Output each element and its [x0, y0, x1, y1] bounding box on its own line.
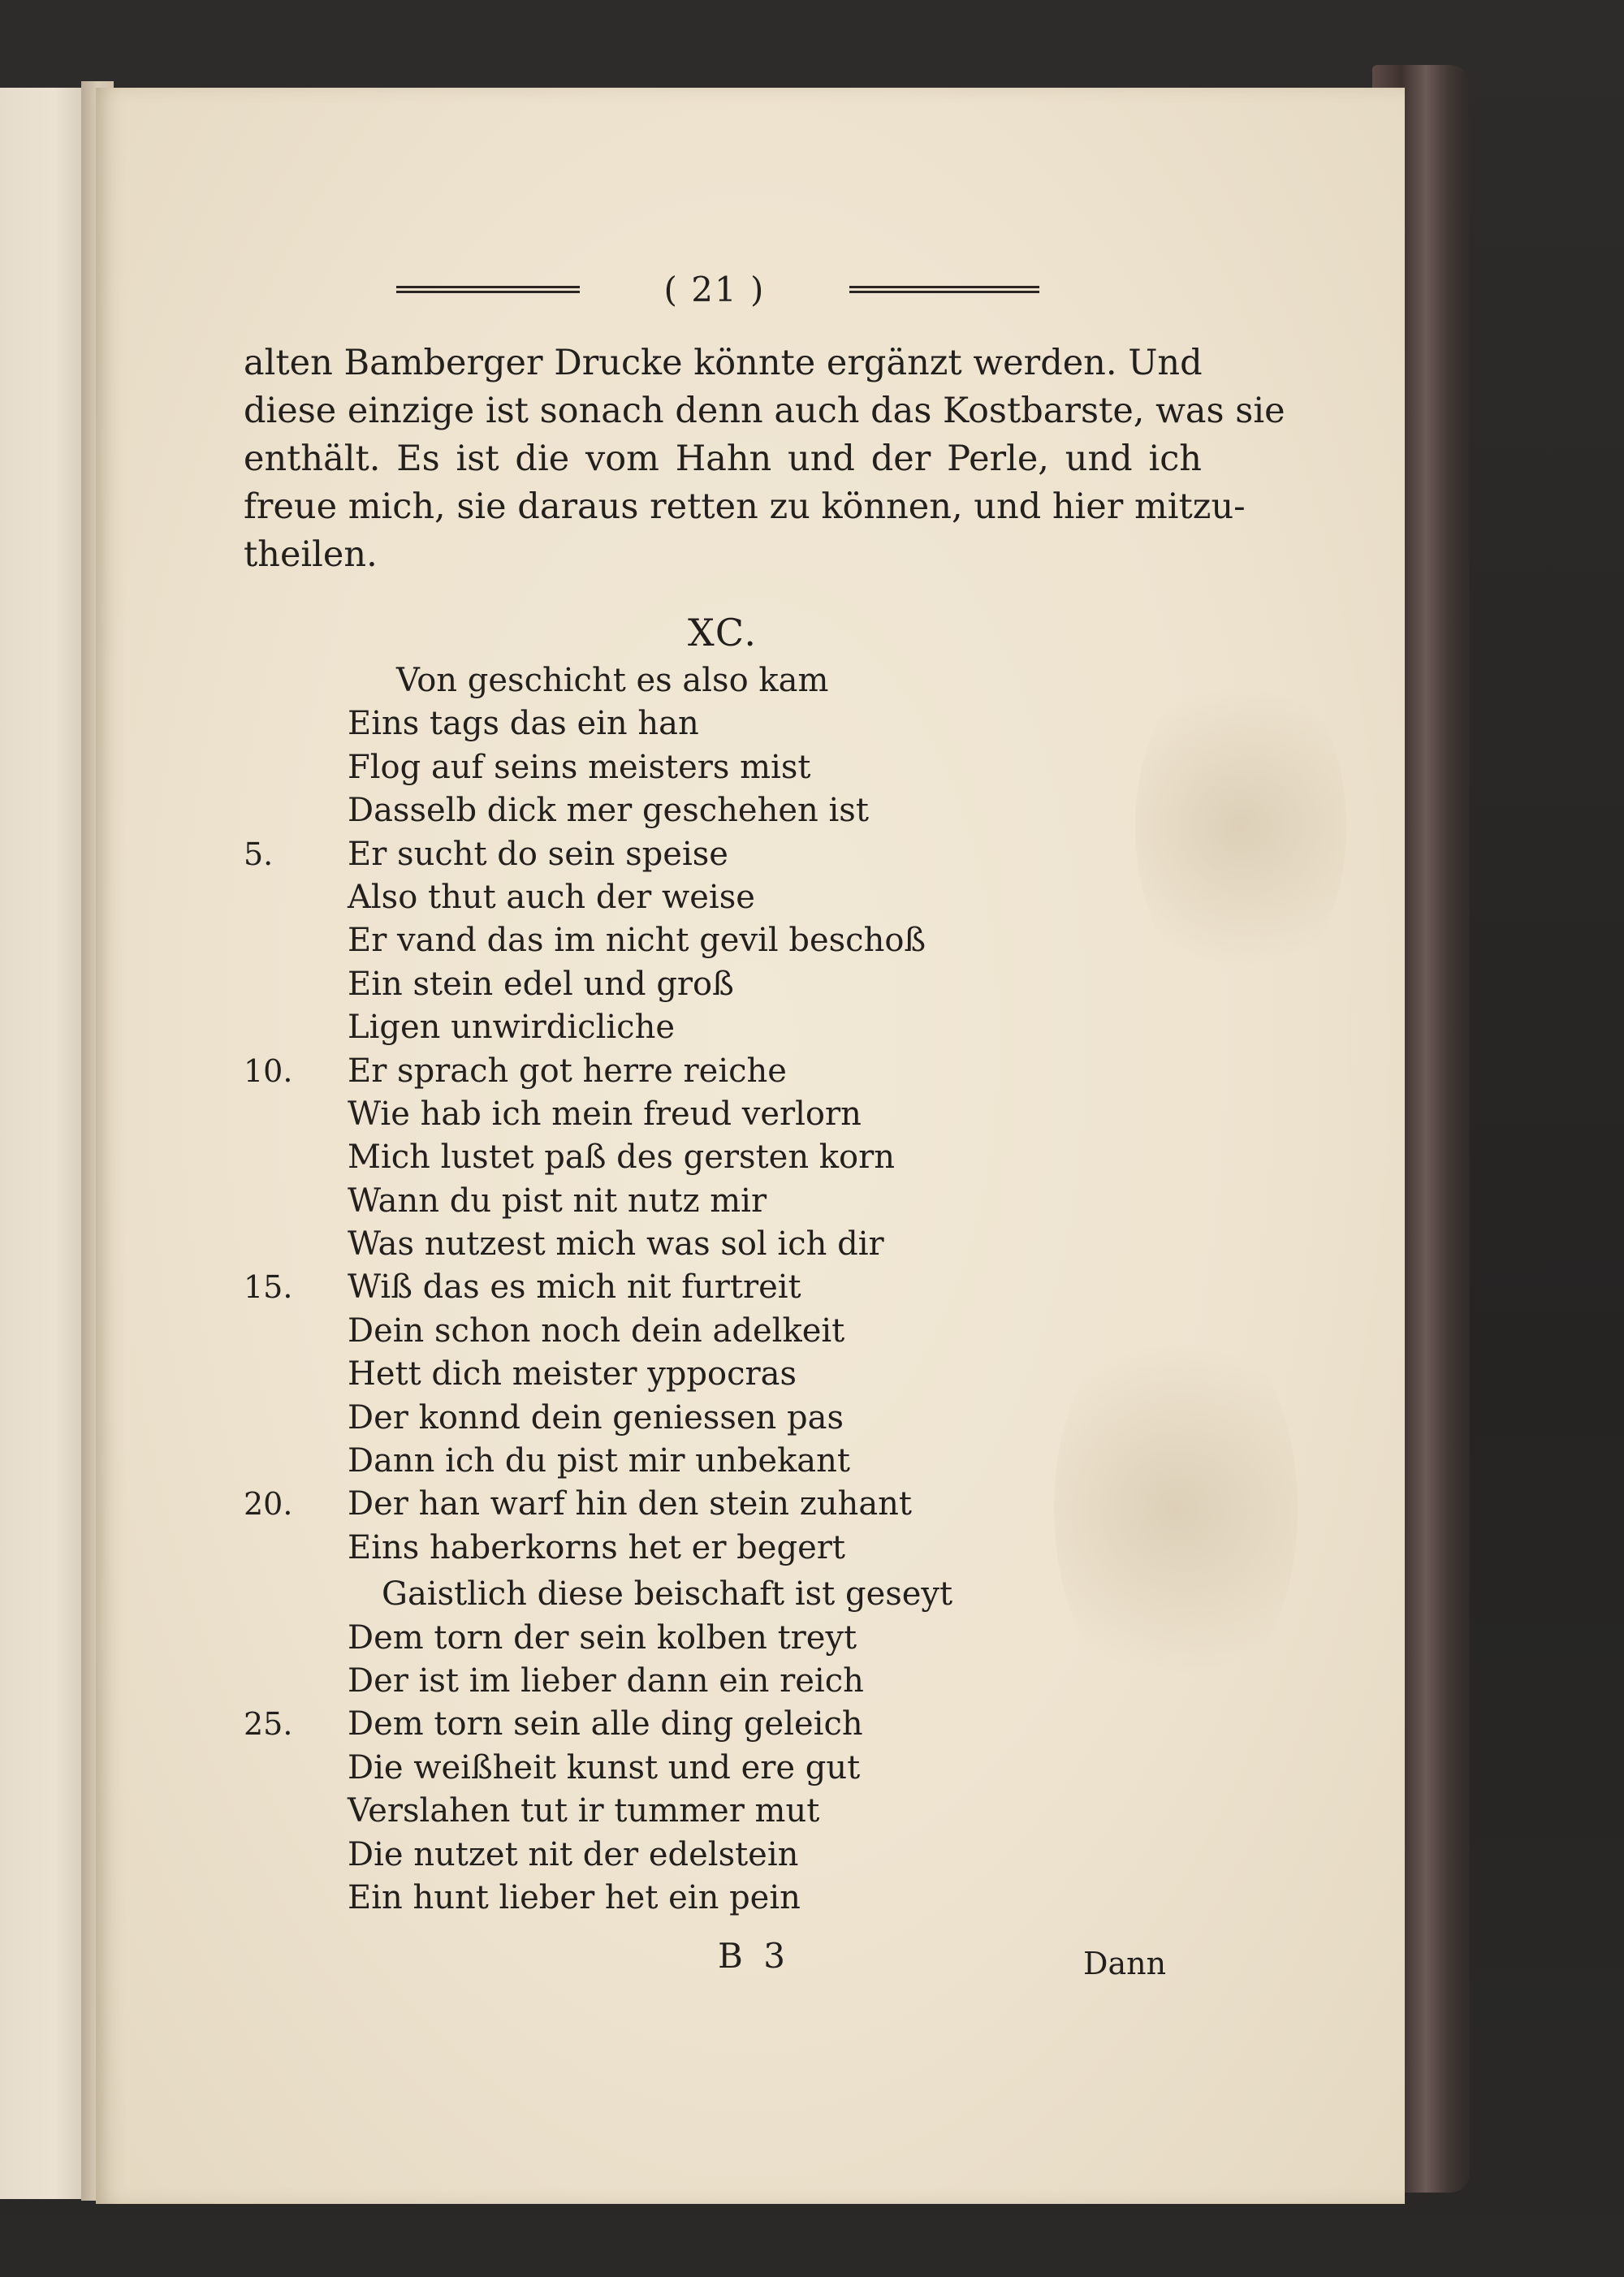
header-rule-left — [396, 286, 580, 293]
verse-text: Also thut auch der weise — [348, 878, 755, 916]
verse-line — [244, 1397, 974, 1440]
verse-text: Eins tags das ein han — [348, 705, 699, 743]
verse-line — [244, 1617, 974, 1660]
verse-line — [244, 1223, 974, 1266]
verse-text: Die nutzet nit der edelstein — [348, 1835, 799, 1873]
verse-text: Mich lustet paß des gersten korn — [348, 1138, 896, 1177]
verse-line — [244, 1136, 974, 1179]
verse-line — [244, 1310, 974, 1353]
verse-line — [244, 659, 974, 702]
verse-line — [244, 1834, 974, 1877]
prose-line: freue mich, sie daraus retten zu können, und hier mitzu- — [244, 486, 1246, 527]
verse-text: Flog auf seins meisters mist — [348, 748, 811, 786]
verse-text: Wann du pist nit nutz mir — [348, 1182, 767, 1220]
line-number: 10. — [244, 1052, 293, 1089]
verse-line — [244, 1527, 974, 1570]
verse-text: Die weißheit kunst und ere gut — [348, 1748, 861, 1787]
verse-line — [244, 833, 974, 876]
line-number: 25. — [244, 1706, 293, 1743]
verse-text: Dein schon noch dein adelkeit — [348, 1311, 845, 1350]
verse-text: Dem torn sein alle ding geleich — [348, 1705, 863, 1743]
prose-paragraph — [244, 339, 1285, 579]
verse-line — [244, 702, 974, 745]
verse-text: Eins haberkorns het er begert — [348, 1528, 845, 1566]
catchword: Dann — [1083, 1946, 1167, 1981]
verse-line — [244, 1660, 974, 1703]
verse-line — [244, 1180, 974, 1223]
line-number: 5. — [244, 836, 274, 872]
prose-line: theilen. — [244, 534, 378, 575]
verse-line — [244, 919, 974, 962]
verse-text: Dann ich du pist mir unbekant — [348, 1442, 850, 1480]
prose-line: enthält. Es ist die vom Hahn und der Perle, und ich — [244, 439, 1202, 479]
section-number: XC. — [687, 611, 758, 655]
verse-block — [244, 659, 974, 1920]
verse-line — [244, 963, 974, 1006]
header-rule-right — [849, 286, 1039, 293]
verse-text: Wie hab ich mein freud verlorn — [348, 1095, 862, 1133]
verse-line — [244, 1747, 974, 1790]
verse-line — [244, 1006, 974, 1049]
verse-line — [244, 1266, 974, 1309]
verse-text: Von geschicht es also kam — [396, 662, 829, 699]
signature-mark: B 3 — [718, 1936, 790, 1976]
verse-text: Er vand das im nicht gevil beschoß — [348, 922, 926, 960]
verse-line — [244, 746, 974, 789]
verse-text: Er sprach got herre reiche — [348, 1052, 787, 1090]
page-number: ( 21 ) — [663, 270, 766, 309]
verse-text: Dasselb dick mer geschehen ist — [348, 792, 869, 830]
verse-text: Dem torn der sein kolben treyt — [348, 1618, 857, 1657]
line-number: 20. — [244, 1486, 293, 1523]
verse-line — [244, 789, 974, 832]
verse-text: Ein stein edel und groß — [348, 965, 734, 1003]
paper-stain — [1054, 1306, 1298, 1712]
left-facing-page — [0, 88, 91, 2199]
verse-line — [244, 1573, 974, 1616]
paper-stain — [1135, 656, 1346, 997]
verse-line — [244, 1353, 974, 1396]
verse-text: Gaistlich diese beischaft ist geseyt — [382, 1575, 953, 1614]
verse-text: Der ist im lieber dann ein reich — [348, 1661, 864, 1700]
verse-line — [244, 1050, 974, 1093]
prose-line: diese einzige ist sonach denn auch das Kostbarste, was sie — [244, 391, 1285, 431]
verse-text: Was nutzest mich was sol ich dir — [348, 1225, 884, 1264]
verse-text: Verslahen tut ir tummer mut — [348, 1792, 820, 1830]
verse-text: Der han warf hin den stein zuhant — [348, 1485, 912, 1523]
verse-line — [244, 1440, 974, 1483]
verse-text: Ligen unwirdicliche — [348, 1009, 676, 1047]
line-number: 15. — [244, 1269, 293, 1306]
verse-text: Ein hunt lieber het ein pein — [348, 1878, 801, 1916]
verse-text: Wiß das es mich nit furtreit — [348, 1268, 801, 1307]
verse-text: Hett dich meister yppocras — [348, 1355, 797, 1393]
verse-text: Er sucht do sein speise — [348, 835, 728, 873]
verse-text: Der konnd dein geniessen pas — [348, 1398, 844, 1437]
verse-line — [244, 876, 974, 919]
verse-line — [244, 1483, 974, 1526]
verse-line — [244, 1093, 974, 1136]
verse-line — [244, 1790, 974, 1833]
verse-line — [244, 1703, 974, 1746]
prose-line: alten Bamberger Drucke könnte ergänzt werden. Und — [244, 343, 1203, 383]
verse-line — [244, 1877, 974, 1920]
